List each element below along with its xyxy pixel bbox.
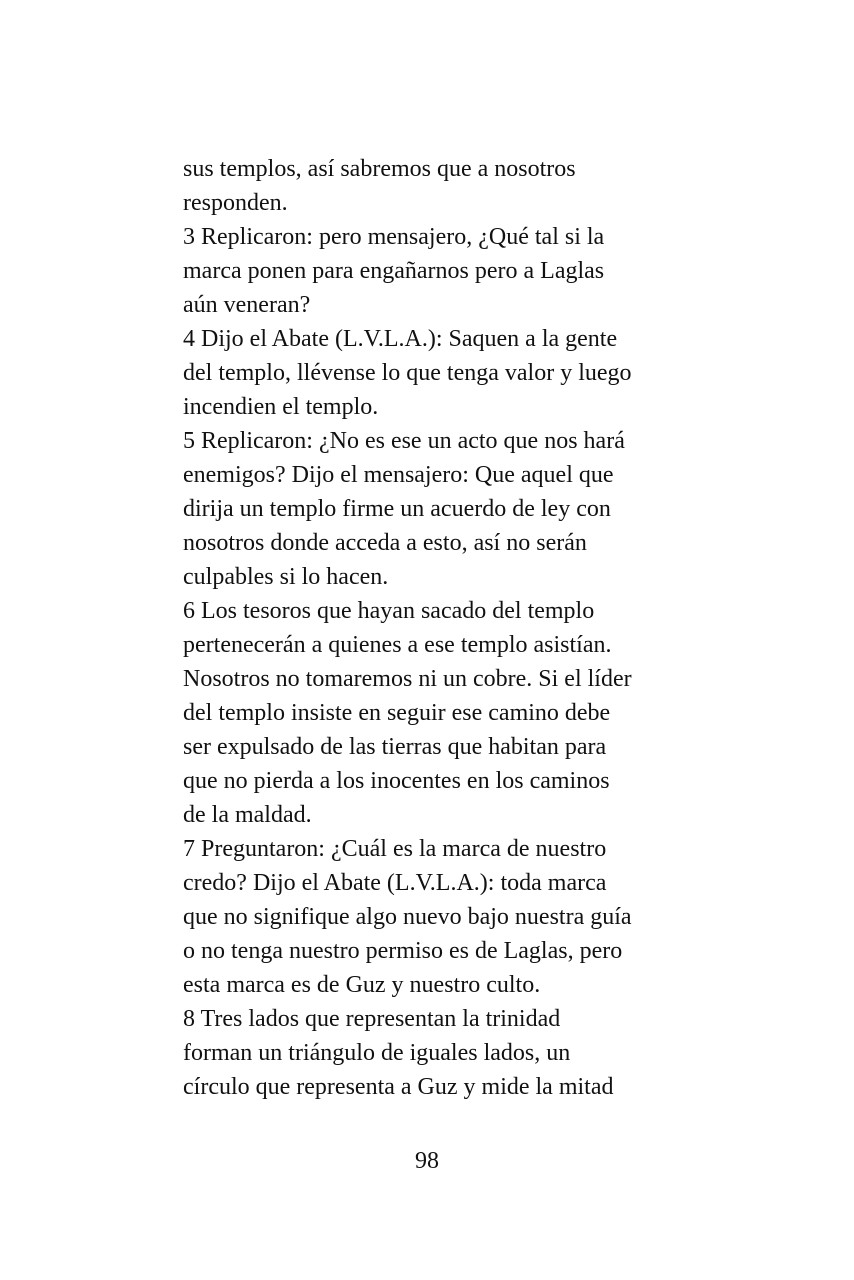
verse-6-line: 6 Los tesoros que hayan sacado del templo <box>183 598 595 624</box>
verse-5-line: 5 Replicaron: ¿No es ese un acto que nos hará <box>183 428 625 454</box>
text-line: nosotros donde acceda a esto, así no serán <box>183 530 587 556</box>
text-line: marca ponen para engañarnos pero a Laglas <box>183 258 605 284</box>
text-line: que no pierda a los inocentes en los caminos <box>183 768 610 794</box>
text-line: enemigos? Dijo el mensajero: Que aquel que <box>183 462 614 488</box>
text-line: del templo insiste en seguir ese camino debe <box>183 700 611 726</box>
text-line: sus templos, así sabremos que a nosotros <box>183 156 576 182</box>
text-line: forman un triángulo de iguales lados, un <box>183 1040 571 1066</box>
text-line: culpables si lo hacen. <box>183 564 389 590</box>
body-text <box>183 152 673 1104</box>
text-line: responden. <box>183 190 288 216</box>
verse-3-line: 3 Replicaron: pero mensajero, ¿Qué tal si la <box>183 224 605 250</box>
text-line: Nosotros no tomaremos ni un cobre. Si el líder <box>183 666 632 692</box>
text-line: que no signifique algo nuevo bajo nuestra guía <box>183 904 632 930</box>
page-number: 98 <box>415 1148 439 1174</box>
text-line: incendien el templo. <box>183 394 379 420</box>
verse-4-line: 4 Dijo el Abate (L.V.L.A.): Saquen a la gente <box>183 326 618 352</box>
text-line: de la maldad. <box>183 802 312 828</box>
text-line: dirija un templo firme un acuerdo de ley con <box>183 496 611 522</box>
text-line: pertenecerán a quienes a ese templo asistían. <box>183 632 612 658</box>
text-line: círculo que representa a Guz y mide la mitad <box>183 1074 614 1100</box>
text-line: ser expulsado de las tierras que habitan para <box>183 734 607 760</box>
text-line: del templo, llévense lo que tenga valor y luego <box>183 360 632 386</box>
text-line: esta marca es de Guz y nuestro culto. <box>183 972 541 998</box>
verse-7-line: 7 Preguntaron: ¿Cuál es la marca de nuestro <box>183 836 607 862</box>
text-line: o no tenga nuestro permiso es de Laglas, pero <box>183 938 623 964</box>
verse-8-line: 8 Tres lados que representan la trinidad <box>183 1006 561 1032</box>
text-line: credo? Dijo el Abate (L.V.L.A.): toda marca <box>183 870 607 896</box>
text-line: aún veneran? <box>183 292 311 318</box>
